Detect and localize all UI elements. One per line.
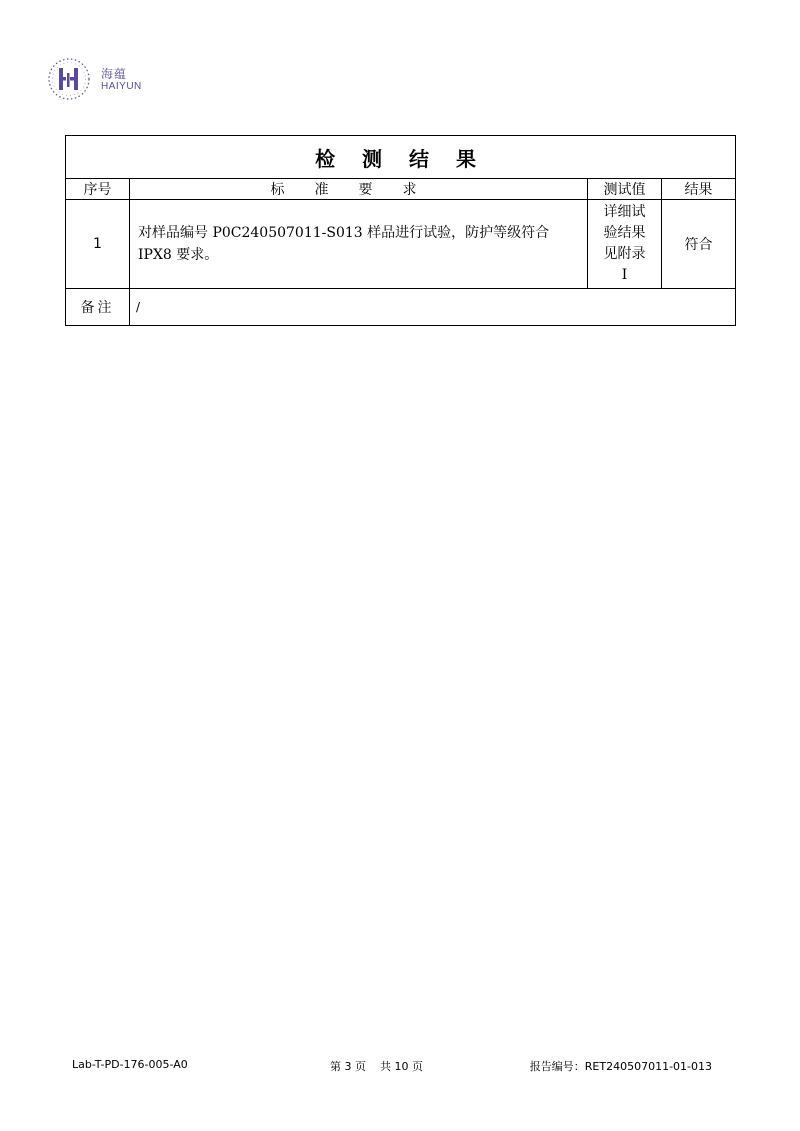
logo-english-name: HAIYUN (101, 81, 142, 92)
haiyun-logo-icon (46, 56, 92, 102)
test-result-table (65, 135, 736, 326)
row-test-value (588, 200, 662, 289)
header-no: 序号 (66, 179, 130, 200)
row-result: 符合 (662, 200, 736, 289)
test-value-line: 见附录 (603, 246, 646, 262)
header-standard: 标准要求 (130, 179, 588, 200)
test-value-line: 验结果 (603, 225, 646, 241)
row-requirement: 对样品编号 P0C240507011-S013 样品进行试验，防护等级符合 IPX8 要求。 (130, 200, 588, 289)
note-value: / (130, 289, 736, 326)
table-row (66, 200, 736, 289)
test-value-line: 详细试 (603, 204, 646, 220)
row-number: 1 (66, 200, 130, 289)
logo-chinese-name: 海蕴 (101, 67, 128, 81)
note-row (66, 289, 736, 326)
table-header-row (66, 179, 736, 200)
table-title: 检 测 结 果 (66, 136, 736, 179)
company-logo (46, 56, 156, 106)
document-code: Lab-T-PD-176-005-A0 (72, 1058, 188, 1071)
note-label: 备注 (66, 289, 130, 326)
report-number: 报告编号：RET240507011-01-013 (529, 1060, 712, 1073)
test-value-line: Ⅰ (621, 267, 628, 283)
header-test-value: 测试值 (588, 179, 662, 200)
header-result: 结果 (662, 179, 736, 200)
page-number: 第 3 页 共 10 页 (330, 1060, 423, 1073)
